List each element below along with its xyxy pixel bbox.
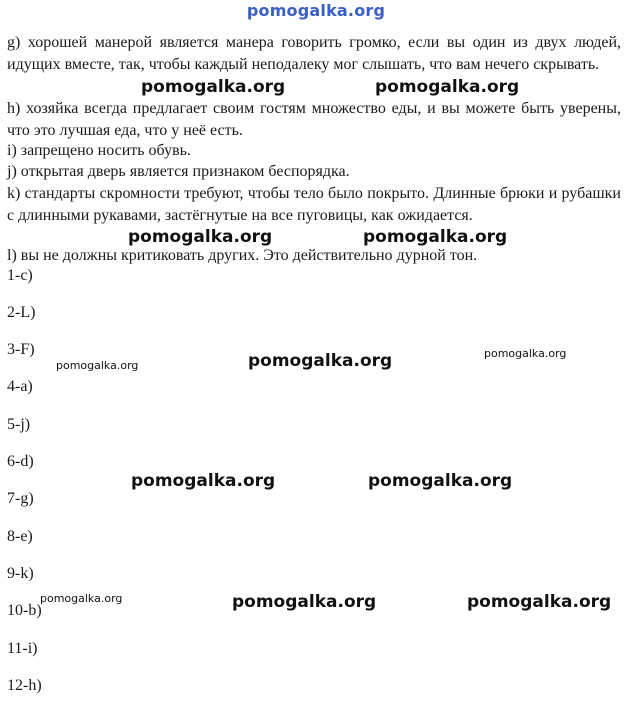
answer-item: 6-d) bbox=[7, 453, 34, 470]
paragraph-h: h) хозяйка всегда предлагает своим гостям множество еды, и вы можете быть уверены, что это лучшая еда, что у неё есть. bbox=[7, 100, 621, 139]
paragraph-g: g) хорошей манерой является манера говорить громко, если вы один из двух людей, идущих вместе, так, чтобы каждый неподалеку мог слышать, что вам нечего скрывать. bbox=[7, 34, 621, 73]
paragraph-i: i) запрещено носить обувь. bbox=[7, 142, 191, 159]
answer-item: 10-b) bbox=[7, 602, 42, 619]
answer-item: 9-k) bbox=[7, 565, 34, 582]
watermark: pomogalka.org bbox=[248, 351, 393, 371]
answer-item: 2-L) bbox=[7, 304, 36, 321]
watermark: pomogalka.org bbox=[131, 471, 276, 491]
site-logo: pomogalka.org bbox=[246, 1, 386, 20]
watermark: pomogalka.org bbox=[128, 227, 273, 247]
answer-item: 1-c) bbox=[7, 267, 33, 284]
answer-item: 8-e) bbox=[7, 528, 33, 545]
watermark: pomogalka.org bbox=[56, 359, 139, 372]
watermark: pomogalka.org bbox=[141, 77, 286, 97]
watermark: pomogalka.org bbox=[368, 471, 513, 491]
paragraph-l: l) вы не должны критиковать других. Это действительно дурной тон. bbox=[7, 247, 478, 264]
answer-item: 12-h) bbox=[7, 677, 42, 694]
paragraph-j: j) открытая дверь является признаком беспорядка. bbox=[7, 163, 350, 180]
answer-item: 3-F) bbox=[7, 341, 35, 358]
watermark: pomogalka.org bbox=[484, 347, 567, 360]
answer-item: 5-j) bbox=[7, 416, 31, 433]
watermark: pomogalka.org bbox=[232, 592, 377, 612]
answer-item: 11-i) bbox=[7, 640, 38, 657]
watermark: pomogalka.org bbox=[467, 592, 612, 612]
paragraph-k: k) стандарты скромности требуют, чтобы тело было покрыто. Длинные брюки и рубашки с длинными рукавами, застёгнутые на все пуговицы, как ожидается. bbox=[7, 185, 621, 224]
watermark: pomogalka.org bbox=[40, 592, 123, 605]
watermark: pomogalka.org bbox=[363, 227, 508, 247]
watermark: pomogalka.org bbox=[375, 77, 520, 97]
answer-item: 7-g) bbox=[7, 490, 34, 507]
answer-item: 4-a) bbox=[7, 378, 33, 395]
